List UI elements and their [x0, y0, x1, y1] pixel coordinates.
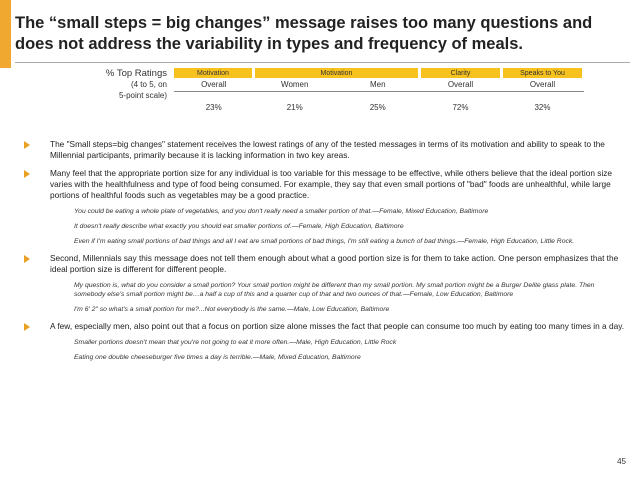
quote: My question is, what do you consider a small portion? Your small portion might be different than my small portion. My small portion might be a Burger Delite glass plate. Then somebody else's small portion might be…a half a cup of this and a quarter cup of that and two ounces of that.—Female, Low Education, Baltimore [74, 282, 595, 298]
subhead-women: Women [254, 78, 336, 92]
value-clarity-overall: 72% [452, 102, 469, 112]
bullet-item [38, 139, 628, 161]
subhead-men: Men [336, 78, 420, 92]
bullet-text: Second, Millennials say this message does not tell them enough about what a good portion size is for them to take action. One person emphasizes that the ideal portion size is different for different people. [50, 253, 619, 274]
page-title: The “small steps = big changes” message raises too many questions and does not address the variability in types and frequency of meals. [15, 14, 593, 53]
bullet-text: A few, especially men, also point out that a focus on portion size alone misses the fact that people can consume too much by eating too many times in a day. [50, 321, 625, 331]
subhead-overall-motivation: Overall [174, 78, 254, 92]
value-motivation-men: 25% [369, 102, 386, 112]
subhead-overall-speaks: Overall [502, 78, 584, 92]
triangle-bullet-icon [24, 170, 30, 178]
bullet-text: The "Small steps=big changes" statement receives the lowest ratings of any of the tested messages in terms of its motivation and ability to speak to the Millennial participants, primarily because it is lacking information in two key areas. [50, 139, 605, 160]
bullet-item [38, 321, 628, 362]
metric-label-line2: (4 to 5, on [130, 80, 167, 89]
bullet-item [38, 168, 628, 246]
metric-label [62, 68, 167, 101]
quote: I'm 6' 2" so what's a small portion for me?...Not everybody is the same.—Male, Low Education, Baltimore [74, 306, 390, 313]
quote: Smaller portions doesn't mean that you're not going to eat it more often.—Male, High Education, Little Rock [74, 339, 397, 346]
subhead-overall-clarity: Overall [420, 78, 502, 92]
quote: It doesn't really describe what exactly you should eat smaller portions of.—Female, High Education, Baltimore [74, 223, 404, 230]
header-speaks-to-you: Speaks to You [502, 68, 584, 78]
header-motivation-gender: Motivation [254, 68, 420, 78]
triangle-bullet-icon [24, 141, 30, 149]
metric-label-line3: 5-point scale) [118, 91, 167, 100]
value-motivation-women: 21% [286, 102, 303, 112]
quote: You could be eating a whole plate of vegetables, and you don't really need a smaller portion of that.—Female, Mixed Education, Baltimore [74, 208, 489, 215]
triangle-bullet-icon [24, 323, 30, 331]
bullet-text: Many feel that the appropriate portion size for any individual is too variable for this message to be effective, while others believe that the ideal portion size varies with the healthfulness and type of food being consumed. For example, they say that even small portions of "bad" foods are unhealthful, while large portions of healthful foods such as vegetables may be a good practice. [50, 168, 613, 200]
value-speaks-overall: 32% [534, 102, 551, 112]
accent-bar [0, 0, 11, 68]
header-motivation: Motivation [174, 68, 254, 78]
bullet-item [38, 253, 628, 314]
value-motivation-overall: 23% [205, 102, 222, 112]
bullet-list [38, 139, 628, 369]
title-divider [15, 62, 630, 63]
quote: Even if I'm eating small portions of bad things and all I eat are small portions of bad things, I'm still eating a bunch of bad things.—Female, High Education, Little Rock. [74, 238, 575, 245]
triangle-bullet-icon [24, 255, 30, 263]
metric-label-line1: % Top Ratings [105, 68, 167, 79]
page-number: 45 [617, 457, 626, 466]
ratings-table [174, 68, 585, 118]
quote: Eating one double cheeseburger five times a day is terrible.—Male, Mixed Education, Baltimore [74, 354, 361, 361]
header-clarity: Clarity [420, 68, 502, 78]
